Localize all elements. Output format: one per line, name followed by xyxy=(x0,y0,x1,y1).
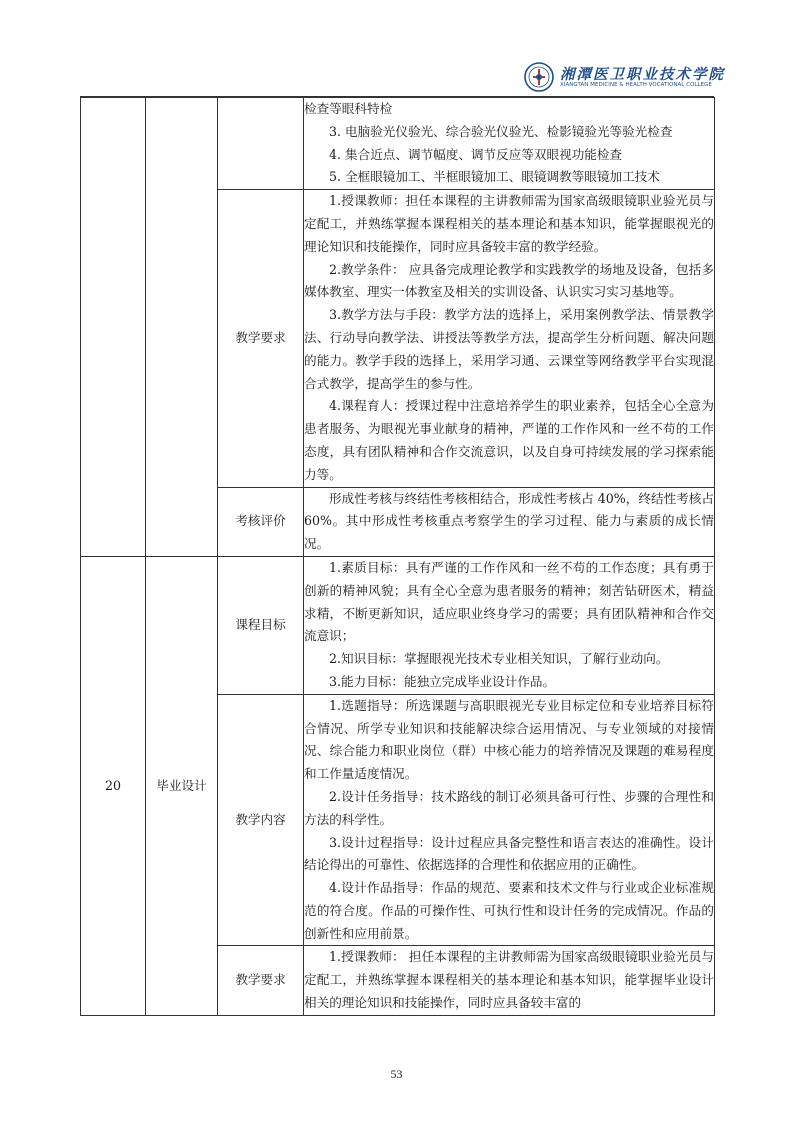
content-paragraph: 1.选题指导：所选课题与高职眼视光专业目标定位和专业培养目标符合情况、所学专业知识和技能解决综合运用情况、与专业领域的对接情况、综合能力和职业岗位（群）中核心能力的培养情况及课题的难易程度和工作量适度情况。 xyxy=(304,697,714,782)
page-header xyxy=(524,60,725,94)
content-line: 5. 全框眼镜加工、半框眼镜加工、眼镜调教等眼镜加工技术 xyxy=(329,169,660,185)
teaching-requirements-content xyxy=(304,190,715,487)
requirement-paragraph: 1.授课教师：担任本课程的主讲教师需为国家高级眼镜职业验光员与定配工，并熟练掌握本课程相关的基本理论和基本知识，能掌握眼视光的理论知识和技能操作，同时应具备较丰富的教学经验。 xyxy=(304,193,714,254)
teaching-content-label: 教学内容 xyxy=(218,694,304,946)
content-paragraph: 4.设计作品指导：作品的规范、要素和技术文件与行业或企业标准规范的符合度。作品的可操作性、可执行性和设计任务的完成情况。作品的创新性和应用前景。 xyxy=(304,880,714,941)
requirement-paragraph: 3.教学方法与手段：教学方法的选择上，采用案例教学法、情景教学法、行动导向教学法、讲授法等教学方法，提高学生分析问题、解决问题的能力。教学手段的选择上，采用学习通、云课堂等网络教学平台实现混合式教学，提高学生的参与性。 xyxy=(304,307,714,391)
course-goals-label: 课程目标 xyxy=(218,556,304,694)
goal-paragraph: 3.能力目标：能独立完成毕业设计作品。 xyxy=(329,673,556,689)
content-paragraph: 2.设计任务指导：技术路线的制订必须具备可行性、步骤的合理性和方法的科学性。 xyxy=(304,788,714,827)
page-number: 53 xyxy=(390,1067,403,1081)
content-line: 检查等眼科特检 xyxy=(304,101,393,116)
requirement-paragraph: 4.课程育人：授课过程中注意培养学生的职业素养，包括全心全意为患者服务、为眼视光事业献身的精神，严谨的工作作风和一丝不苟的工作态度，具有团队精神和合作交流意识，以及自身可持续发展的学习探索能力等。 xyxy=(304,398,714,482)
item-label-cell xyxy=(218,98,304,190)
goal-paragraph: 2.知识目标：掌握眼视光技术专业相关知识，了解行业动向。 xyxy=(329,651,669,667)
course-number-cell: 20 xyxy=(81,556,146,1015)
requirement-paragraph: 2.教学条件： 应具备完成理论教学和实践教学的场地及设备，包括多媒体教室、理实一体教室及相关的实训设备、认识实习实习基地等。 xyxy=(304,261,714,300)
table-row xyxy=(81,98,715,190)
table-row xyxy=(81,556,715,694)
teaching-requirements-label: 教学要求 xyxy=(218,946,304,1015)
teaching-requirements-content xyxy=(304,946,715,1015)
teaching-content-content xyxy=(304,694,715,946)
content-cell xyxy=(304,98,715,190)
course-name-cell xyxy=(146,98,218,557)
goal-paragraph: 1.素质目标：具有严谨的工作作风和一丝不苟的工作态度；具有勇于创新的精神风貌；具有全心全意为患者服务的精神；刻苦钻研医术，精益求精，不断更新知识，适应职业终身学习的需要；具有团队精神和合作交流意识； xyxy=(304,559,714,644)
content-paragraph: 3.设计过程指导：设计过程应具备完整性和语言表达的准确性。设计结论得出的可靠性、依据选择的合理性和依据应用的正确性。 xyxy=(304,834,714,873)
school-emblem-icon xyxy=(524,62,554,92)
teaching-requirements-label: 教学要求 xyxy=(218,190,304,487)
content-line: 3. 电脑验光仪验光、综合验光仪验光、检影镜验光等验光检查 xyxy=(329,123,673,139)
assessment-content xyxy=(304,487,715,556)
assessment-label: 考核评价 xyxy=(218,487,304,556)
requirement-paragraph: 1.授课教师： 担任本课程的主讲教师需为国家高级眼镜职业验光员与定配工，并熟练掌握本课程相关的基本理论和基本知识，能掌握毕业设计相关的理论知识和技能操作，同时应具备较丰富的 xyxy=(304,949,714,1011)
course-table xyxy=(80,97,715,1016)
assessment-paragraph: 形成性考核与终结性考核相结合，形成性考核占 40%，终结性考核占 60%。其中形成性考核重点考察学生的学习过程、能力与素质的成长情况。 xyxy=(304,490,714,552)
course-goals-content xyxy=(304,556,715,694)
content-line: 4. 集合近点、调节幅度、调节反应等双眼视功能检查 xyxy=(329,146,623,162)
school-name-en: XIANGTAN MEDICINE & HEALTH VOCATIONAL COLLEGE xyxy=(560,82,712,88)
school-name: 湘潭医卫职业技术学院 xyxy=(560,66,725,83)
course-name-cell: 毕业设计 xyxy=(146,556,218,1015)
course-number-cell xyxy=(81,98,146,557)
